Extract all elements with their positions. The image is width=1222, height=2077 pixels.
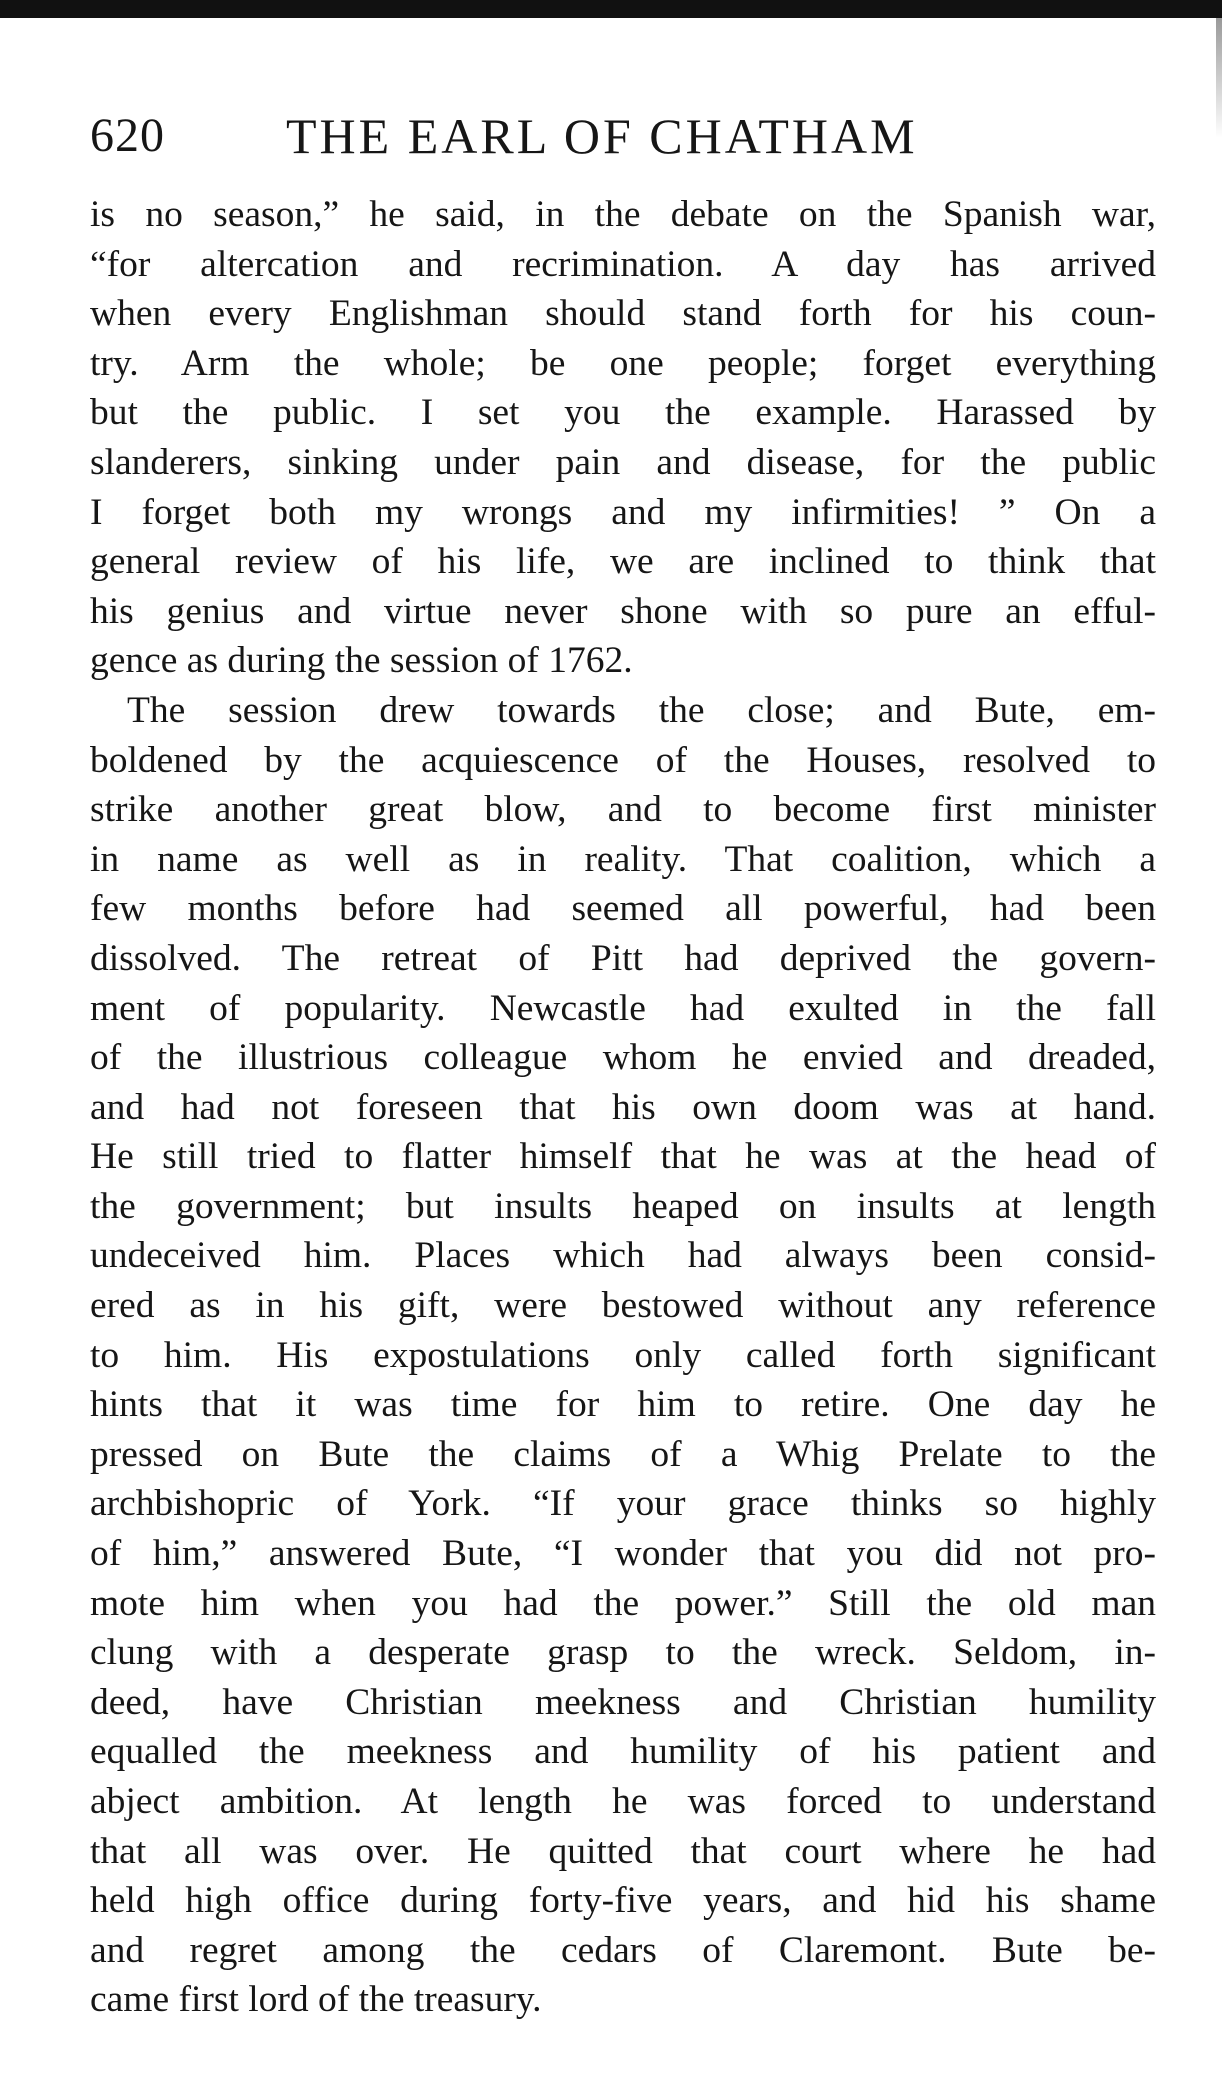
text-line: He still tried to flatter himself that he was at the head of: [90, 1136, 1156, 1178]
text-line: but the public. I set you the example. Harassed by: [90, 392, 1156, 434]
text-line: in name as well as in reality. That coalition, which a: [90, 838, 1156, 880]
text-line: of the illustrious colleague whom he envied and dreaded,: [90, 1037, 1156, 1079]
text-line: his genius and virtue never shone with so pure an efful-: [90, 590, 1156, 632]
text-line: the government; but insults heaped on insults at length: [90, 1185, 1156, 1227]
running-title: THE EARL OF CHATHAM: [286, 108, 918, 164]
body-text: [90, 190, 1156, 2025]
paragraph-start-line: The session drew towards the close; and Bute, em-: [127, 689, 1156, 731]
text-line: “for altercation and recrimination. A day has arrived: [90, 243, 1156, 285]
text-line: equalled the meekness and humility of his patient and: [90, 1731, 1156, 1773]
text-line: and had not foreseen that his own doom was at hand.: [90, 1086, 1156, 1128]
text-line: hints that it was time for him to retire. One day he: [90, 1384, 1156, 1426]
text-line: few months before had seemed all powerful, had been: [90, 888, 1156, 930]
page-header: [90, 104, 1150, 168]
text-line: try. Arm the whole; be one people; forget everything: [90, 342, 1156, 384]
text-line: gence as during the session of 1762.: [90, 640, 633, 682]
text-line: came first lord of the treasury.: [90, 1979, 542, 2021]
text-line: slanderers, sinking under pain and disease, for the public: [90, 441, 1156, 483]
text-line: clung with a desperate grasp to the wreck. Seldom, in-: [90, 1632, 1156, 1674]
text-line: general review of his life, we are inclined to think that: [90, 541, 1156, 583]
text-line: is no season,” he said, in the debate on the Spanish war,: [90, 194, 1156, 235]
text-line: to him. His expostulations only called forth significant: [90, 1334, 1156, 1376]
text-line: abject ambition. At length he was forced to understand: [90, 1781, 1156, 1822]
text-line: pressed on Bute the claims of a Whig Prelate to the: [90, 1433, 1156, 1475]
text-line: deed, have Christian meekness and Christian humility: [90, 1681, 1156, 1723]
text-line: and regret among the cedars of Claremont. Bute be-: [90, 1929, 1156, 1971]
text-line: mote him when you had the power.” Still the old man: [90, 1582, 1156, 1624]
text-line: that all was over. He quitted that court where he had: [90, 1830, 1156, 1872]
text-line: dissolved. The retreat of Pitt had deprived the govern-: [90, 937, 1156, 979]
page-number: 620: [90, 109, 165, 162]
text-line: boldened by the acquiescence of the Houses, resolved to: [90, 739, 1156, 781]
text-line: ered as in his gift, were bestowed without any reference: [90, 1285, 1156, 1327]
text-line: I forget both my wrongs and my infirmities! ” On a: [90, 491, 1156, 533]
text-line: undeceived him. Places which had always been consid-: [90, 1235, 1156, 1277]
text-line: when every Englishman should stand forth for his coun-: [90, 293, 1156, 335]
page-edge-shadow: [1216, 18, 1222, 138]
text-line: held high office during forty-five years, and hid his shame: [90, 1880, 1156, 1922]
text-line: archbishopric of York. “If your grace thinks so highly: [90, 1483, 1156, 1525]
text-line: ment of popularity. Newcastle had exulted in the fall: [90, 987, 1156, 1029]
text-line: strike another great blow, and to become first minister: [90, 789, 1156, 831]
text-line: of him,” answered Bute, “I wonder that you did not pro-: [90, 1533, 1156, 1575]
page-top-rule: [0, 0, 1222, 18]
